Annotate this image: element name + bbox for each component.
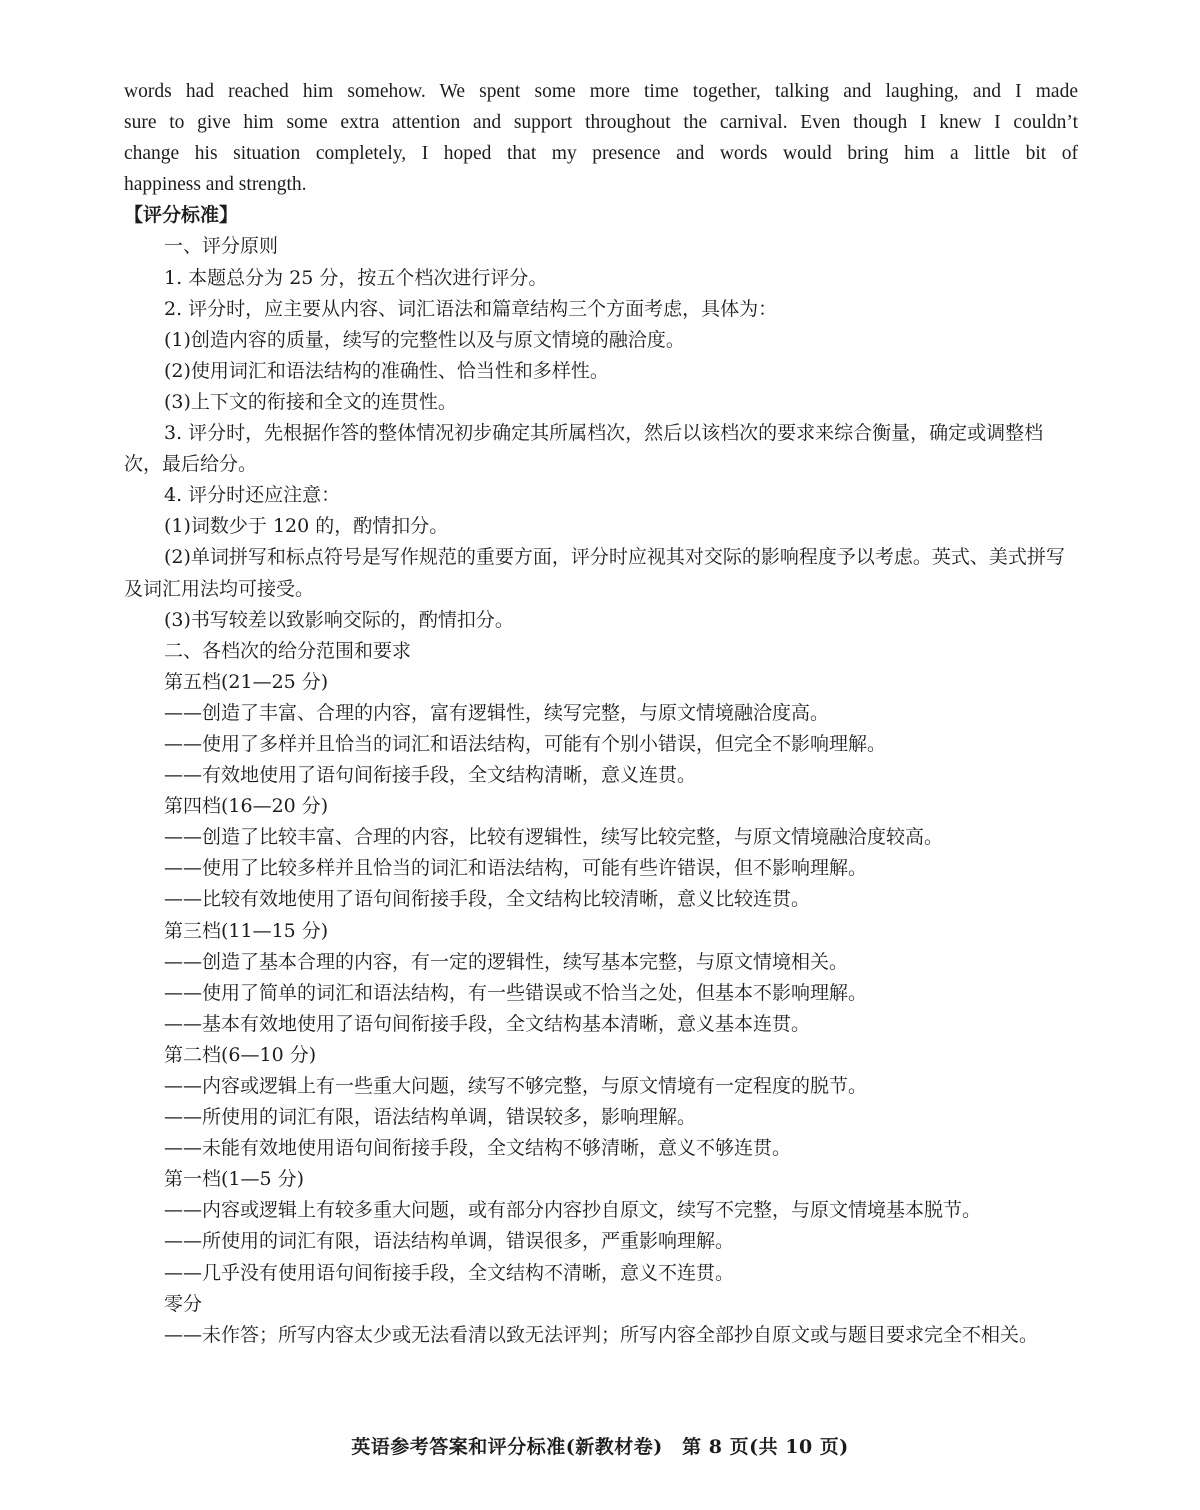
level-title: 零分 [164,1292,203,1315]
level-5 [124,667,1078,791]
level-criterion: ——有效地使用了语句间衔接手段，全文结构清晰，意义连贯。 [164,764,697,787]
level-criterion: ——使用了多样并且恰当的词汇和语法结构，可能有个别小错误，但完全不影响理解。 [164,732,887,755]
essay-line: sure to give him some extra attention and support throughout the carnival. Even though I knew I couldn’t [124,112,1078,134]
level-criterion: ——创造了基本合理的内容，有一定的逻辑性，续写基本完整，与原文情境相关。 [164,950,849,973]
rule-3: 3. 评分时，先根据作答的整体情况初步确定其所属档次，然后以该档次的要求来综合衡量，确定或调整档次，最后给分。 [124,422,1044,476]
level-criterion: ——创造了比较丰富、合理的内容，比较有逻辑性，续写比较完整，与原文情境融洽度较高。 [164,826,944,849]
level-3 [124,916,1078,1040]
level-title: 第一档(1—5 分) [164,1168,305,1191]
level-title: 第二档(6—10 分) [164,1043,317,1066]
level-criterion: ——比较有效地使用了语句间衔接手段，全文结构比较清晰，意义比较连贯。 [164,888,811,911]
level-title: 第五档(21—25 分) [164,670,329,693]
level-criterion: ——内容或逻辑上有较多重大问题，或有部分内容抄自原文，续写不完整，与原文情境基本脱节。 [164,1199,982,1222]
rule-4-item: (2)单词拼写和标点符号是写作规范的重要方面，评分时应视其对交际的影响程度予以考虑。英式、美式拼写及词汇用法均可接受。 [124,546,1065,600]
level-0 [124,1289,1078,1351]
essay-paragraph [124,76,1078,200]
level-criterion: ——创造了丰富、合理的内容，富有逻辑性，续写完整，与原文情境融洽度高。 [164,701,830,724]
level-criterion: ——使用了比较多样并且恰当的词汇和语法结构，可能有些许错误，但不影响理解。 [164,857,868,880]
level-1 [124,1164,1078,1288]
page-content [124,76,1078,1351]
rule-4-item: (3)书写较差以致影响交际的，酌情扣分。 [164,608,514,631]
level-criterion: ——未作答；所写内容太少或无法看清以致无法评判；所写内容全部抄自原文或与题目要求完全不相关。 [164,1323,1039,1346]
level-criterion: ——未能有效地使用语句间衔接手段，全文结构不够清晰，意义不够连贯。 [164,1137,792,1160]
page-footer: 英语参考答案和评分标准(新教材卷) 第 8 页(共 10 页) [351,1436,849,1458]
level-criterion: ——内容或逻辑上有一些重大问题，续写不够完整，与原文情境有一定程度的脱节。 [164,1075,868,1097]
part2-title: 二、各档次的给分范围和要求 [164,639,412,662]
section-title: 【评分标准】 [124,204,239,227]
essay-line: change his situation completely, I hoped that my presence and words would bring him a little bit of [124,143,1078,165]
rule-2-item: (3)上下文的衔接和全文的连贯性。 [164,390,457,413]
level-4 [124,791,1078,915]
rule-4-item: (1)词数少于 120 的，酌情扣分。 [164,515,449,538]
level-criterion: ——所使用的词汇有限，语法结构单调，错误很多，严重影响理解。 [164,1230,735,1253]
level-title: 第四档(16—20 分) [164,795,329,818]
level-criterion: ——几乎没有使用语句间衔接手段，全文结构不清晰，意义不连贯。 [164,1261,735,1284]
rule-2: 2. 评分时，应主要从内容、词汇语法和篇章结构三个方面考虑，具体为： [164,297,778,320]
rule-1: 1. 本题总分为 25 分，按五个档次进行评分。 [164,266,548,289]
rule-2-item: (2)使用词汇和语法结构的准确性、恰当性和多样性。 [164,359,609,382]
level-criterion: ——基本有效地使用了语句间衔接手段，全文结构基本清晰，意义基本连贯。 [164,1012,811,1035]
essay-line: words had reached him somehow. We spent some more time together, talking and laughing, and I made [124,81,1078,102]
level-criterion: ——使用了简单的词汇和语法结构，有一些错误或不恰当之处，但基本不影响理解。 [164,981,868,1004]
essay-line: happiness and strength. [124,174,307,196]
level-criterion: ——所使用的词汇有限，语法结构单调，错误较多，影响理解。 [164,1106,697,1129]
part1-title: 一、评分原则 [164,235,279,258]
rule-4: 4. 评分时还应注意： [164,484,341,507]
rule-2-item: (1)创造内容的质量，续写的完整性以及与原文情境的融洽度。 [164,328,685,351]
level-2 [124,1040,1078,1164]
level-title: 第三档(11—15 分) [164,919,329,942]
